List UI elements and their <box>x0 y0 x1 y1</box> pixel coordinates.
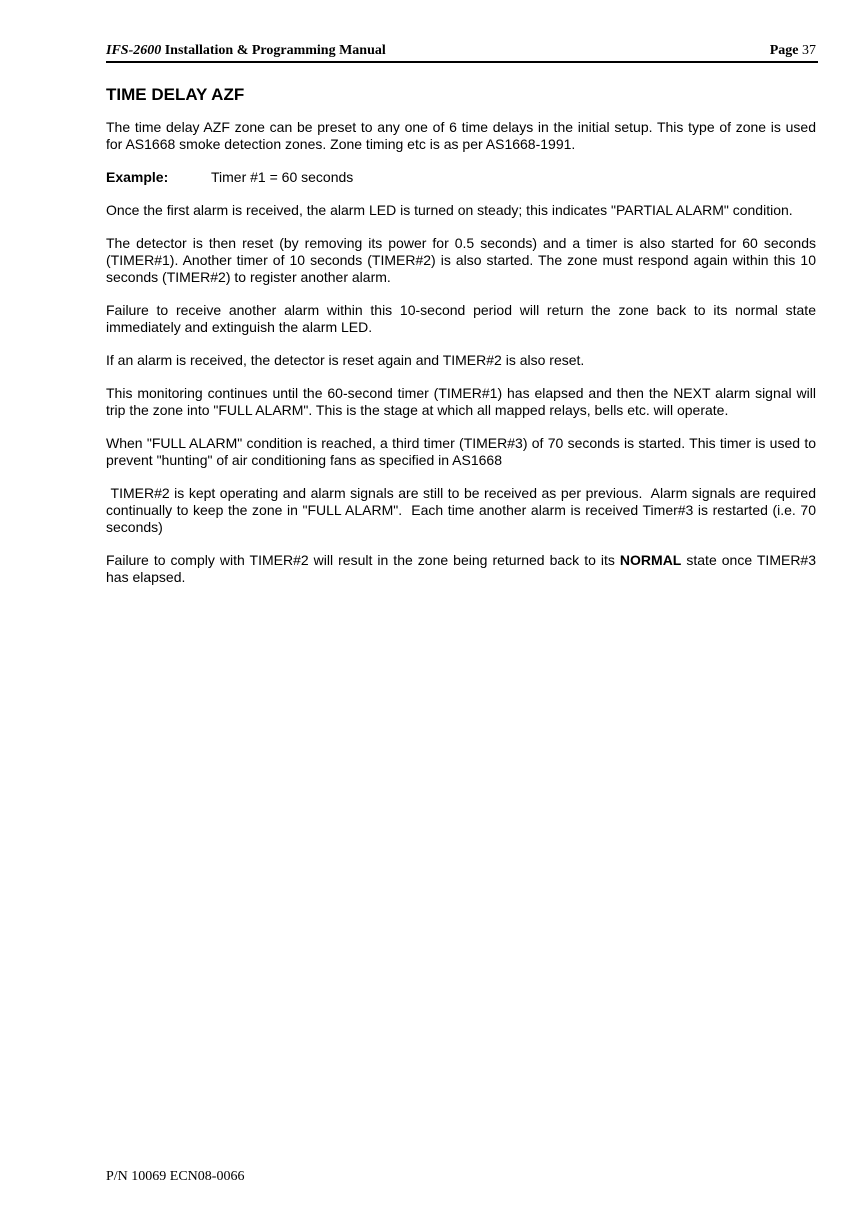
paragraph-intro: The time delay AZF zone can be preset to any one of 6 time delays in the initial setup. This type of zone is used for AS1668 smoke detection zones. Zone timing etc is as per AS1668-1991. <box>106 119 816 152</box>
section-title: TIME DELAY AZF <box>106 85 245 104</box>
document-body <box>106 84 820 602</box>
paragraph-timer2: TIMER#2 is kept operating and alarm signals are still to be received as per previous. Alarm signals are required continually to keep the zone in "FULL ALARM". Each time another alarm is received Timer#3 is restarted (i.e. 70 seconds) <box>106 485 820 535</box>
manual-title <box>106 43 386 59</box>
paragraph-monitoring: This monitoring continues until the 60-second timer (TIMER#1) has elapsed and then the NEXT alarm signal will trip the zone into "FULL ALARM". This is the stage at which all mapped relays, bells etc. will operate. <box>106 385 816 418</box>
paragraph-partial-alarm: Once the first alarm is received, the alarm LED is turned on steady; this indicates "PARTIAL ALARM" condition. <box>106 202 793 218</box>
product-model: IFS-2600 <box>106 43 162 58</box>
paragraph-alarm-received: If an alarm is received, the detector is reset again and TIMER#2 is also reset. <box>106 352 585 368</box>
paragraph-full-alarm: When "FULL ALARM" condition is reached, a third timer (TIMER#3) of 70 seconds is started. This timer is used to prevent "hunting" of air conditioning fans as specified in AS1668 <box>106 435 816 468</box>
normal-state-emphasis: NORMAL <box>619 552 682 568</box>
example-label: Example: <box>106 169 169 185</box>
manual-title-text: Installation & Programming Manual <box>161 43 386 58</box>
example-line <box>106 169 816 186</box>
page-label: Page <box>769 43 799 58</box>
page-header <box>106 41 818 63</box>
page-footer: P/N 10069 ECN08-0066 <box>106 1169 245 1184</box>
paragraph-failure-comply-start: Failure to comply with TIMER#2 will result in the zone being returned back to its <box>106 552 620 568</box>
example-value: Timer #1 = 60 seconds <box>211 169 354 185</box>
page-indicator <box>770 43 816 59</box>
paragraph-detector-reset: The detector is then reset (by removing its power for 0.5 seconds) and a timer is also started for 60 seconds (TIMER#1). Another timer of 10 seconds (TIMER#2) is also started. The zone must respond again within this 10 seconds (TIMER#2) to register another alarm. <box>106 235 816 285</box>
paragraph-failure-comply <box>106 552 816 586</box>
paragraph-failure-comply-end: state once TIMER#3 has elapsed. <box>106 552 817 585</box>
paragraph-failure-normal: Failure to receive another alarm within this 10-second period will return the zone back to its normal state immediately and extinguish the alarm LED. <box>106 302 816 335</box>
page-number: 37 <box>802 43 816 58</box>
